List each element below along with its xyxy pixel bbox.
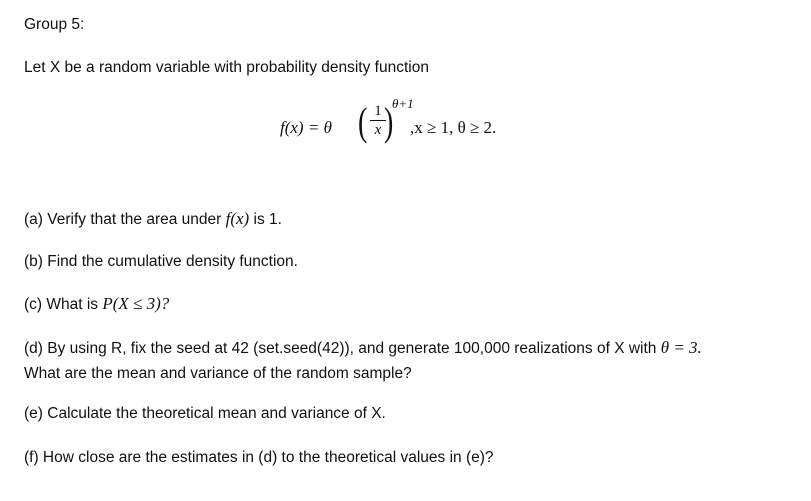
right-paren: ) [383, 99, 394, 144]
formula-lhs: f(x) = θ [280, 118, 332, 137]
part-b: (b) Find the cumulative density function. [24, 253, 298, 270]
fraction-denominator: x [374, 122, 382, 138]
part-d-line2: What are the mean and variance of the random sample? [24, 365, 412, 382]
part-d-line1: (d) By using R, fix the seed at 42 (set.seed(42)), and generate 100,000 realizations of X with θ = 3. [24, 338, 702, 357]
fraction-numerator: 1 [374, 103, 382, 119]
part-a-math: f(x) [225, 209, 250, 228]
left-paren: ( [357, 99, 368, 144]
pdf-formula [280, 96, 580, 156]
part-c-math: P(X ≤ 3)? [102, 294, 170, 313]
formula-exponent: θ+1 [392, 96, 414, 111]
part-c: (c) What is P(X ≤ 3)? [24, 294, 170, 313]
part-a: (a) Verify that the area under f(x) is 1. [24, 209, 282, 228]
part-d-math: θ = 3. [660, 338, 702, 357]
formula-conditions: ,x ≥ 1, θ ≥ 2. [410, 118, 497, 137]
part-f: (f) How close are the estimates in (d) to the theoretical values in (e)? [24, 449, 494, 466]
group-title: Group 5: [24, 16, 85, 33]
part-e: (e) Calculate the theoretical mean and variance of X. [24, 405, 386, 422]
intro-text: Let X be a random variable with probability density function [24, 59, 429, 76]
